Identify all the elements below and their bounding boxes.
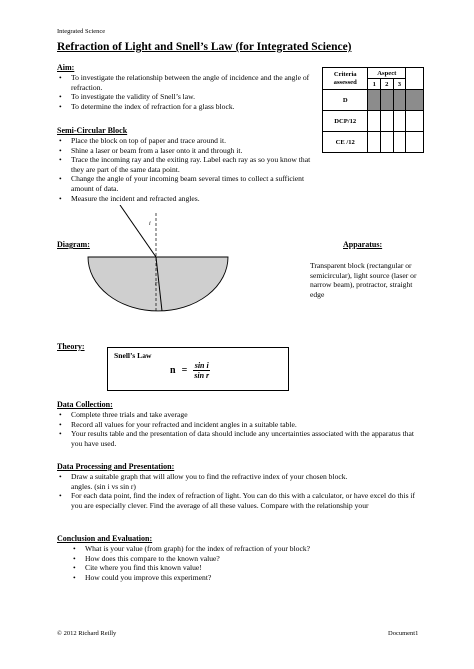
semi-circular-heading: Semi-Circular Block (57, 126, 128, 135)
page-title: Refraction of Light and Snell’s Law (for Integrated Science) (57, 41, 352, 53)
course-header: Integrated Science (57, 28, 106, 35)
shaded-cell (381, 90, 394, 111)
processing-heading: Data Processing and Presentation: (57, 462, 175, 471)
list-item: • To determine the index of refraction for a glass block. (57, 102, 312, 112)
graph-note: angles. (sin i vs sin r) (71, 481, 136, 491)
semicircular-block (88, 257, 228, 311)
list-item: • Shine a laser or beam from a laser onto it and through it. (57, 146, 312, 156)
total-cell (406, 68, 424, 90)
snells-law-box (107, 347, 289, 391)
aspect-header: Aspect (368, 68, 406, 79)
shaded-cell (406, 90, 424, 111)
refraction-diagram (86, 205, 232, 315)
score-cell (406, 111, 424, 132)
snells-law-equation (170, 361, 210, 380)
list-item: • How does this compare to the known value? (71, 554, 411, 564)
data-collection-list (57, 410, 422, 448)
semi-circular-list (57, 136, 312, 203)
score-cell (381, 111, 394, 132)
score-cell (393, 132, 406, 153)
snells-law-title: Snell’s Law (114, 351, 152, 360)
data-collection-heading: Data Collection: (57, 400, 113, 409)
aim-heading: Aim: (57, 63, 75, 72)
equation-fraction (193, 361, 210, 380)
aim-list (57, 73, 312, 111)
equation-denominator: sin r (194, 371, 210, 380)
list-item: • Place the block on top of paper and trace around it. (57, 136, 312, 146)
criteria-table (322, 67, 424, 153)
score-cell (393, 111, 406, 132)
score-cell (368, 111, 381, 132)
list-item: • Record all values for your refracted and incident angles in a suitable table. (57, 420, 422, 430)
list-item: • To investigate the relationship between the angle of incidence and the angle of refraction. (57, 73, 312, 92)
score-cell (381, 132, 394, 153)
aspect-number: 3 (393, 79, 406, 90)
diagram-heading: Diagram: (57, 240, 90, 249)
list-item: • How could you improve this experiment? (71, 573, 411, 583)
equation-equals: = (181, 365, 188, 376)
conclusion-heading: Conclusion and Evaluation: (57, 534, 153, 543)
list-item: • Your results table and the presentation of data should include any uncertainties associated with the apparatus that you have used. (57, 429, 422, 448)
footer-copyright: © 2012 Richard Reilly (57, 630, 117, 637)
angle-i-label: i (149, 221, 151, 227)
list-item: • To investigate the validity of Snell’s law. (57, 92, 312, 102)
criteria-header: Criteria assessed (323, 68, 368, 90)
equation-numerator: sin i (194, 361, 209, 370)
list-item: • For each data point, find the index of refraction of light. You can do this with a calculator, or have excel do this if you are especially clever. Find the average of all these values. Compare with the relationship your (57, 491, 422, 510)
criteria-row-label: DCP/12 (323, 111, 368, 132)
shaded-cell (393, 90, 406, 111)
list-item: • Complete three trials and take average (57, 410, 422, 420)
aspect-number: 1 (368, 79, 381, 90)
list-item (57, 472, 422, 491)
list-item: • Cite where you find this known value! (71, 563, 411, 573)
equation-n: n (170, 365, 176, 376)
apparatus-text: Transparent block (rectangular or semicircular), light source (laser or narrow beam), protractor, straight edge (310, 261, 417, 299)
processing-list (57, 472, 422, 510)
criteria-row-label: D (323, 90, 368, 111)
aspect-number: 2 (381, 79, 394, 90)
apparatus-heading: Apparatus: (343, 240, 383, 249)
incident-ray (120, 205, 156, 257)
shaded-cell (368, 90, 381, 111)
conclusion-list (71, 544, 411, 582)
angle-r-label: r (155, 281, 158, 287)
list-item: • Measure the incident and refracted angles. (57, 194, 312, 204)
theory-heading: Theory: (57, 342, 85, 351)
list-item: • Trace the incoming ray and the exiting ray. Label each ray as so you know that they are part of the same data point. (57, 155, 312, 174)
score-cell (406, 132, 424, 153)
list-item: • Change the angle of your incoming beam several times to collect a sufficient amount of data. (57, 174, 312, 193)
criteria-row-label: CE /12 (323, 132, 368, 153)
footer-document-name: Document1 (388, 630, 419, 637)
list-item: • What is your value (from graph) for the index of refraction of your block? (71, 544, 411, 554)
graph-instruction: Draw a suitable graph that will allow you to find the refractive index of your chosen block. (71, 472, 348, 481)
score-cell (368, 132, 381, 153)
